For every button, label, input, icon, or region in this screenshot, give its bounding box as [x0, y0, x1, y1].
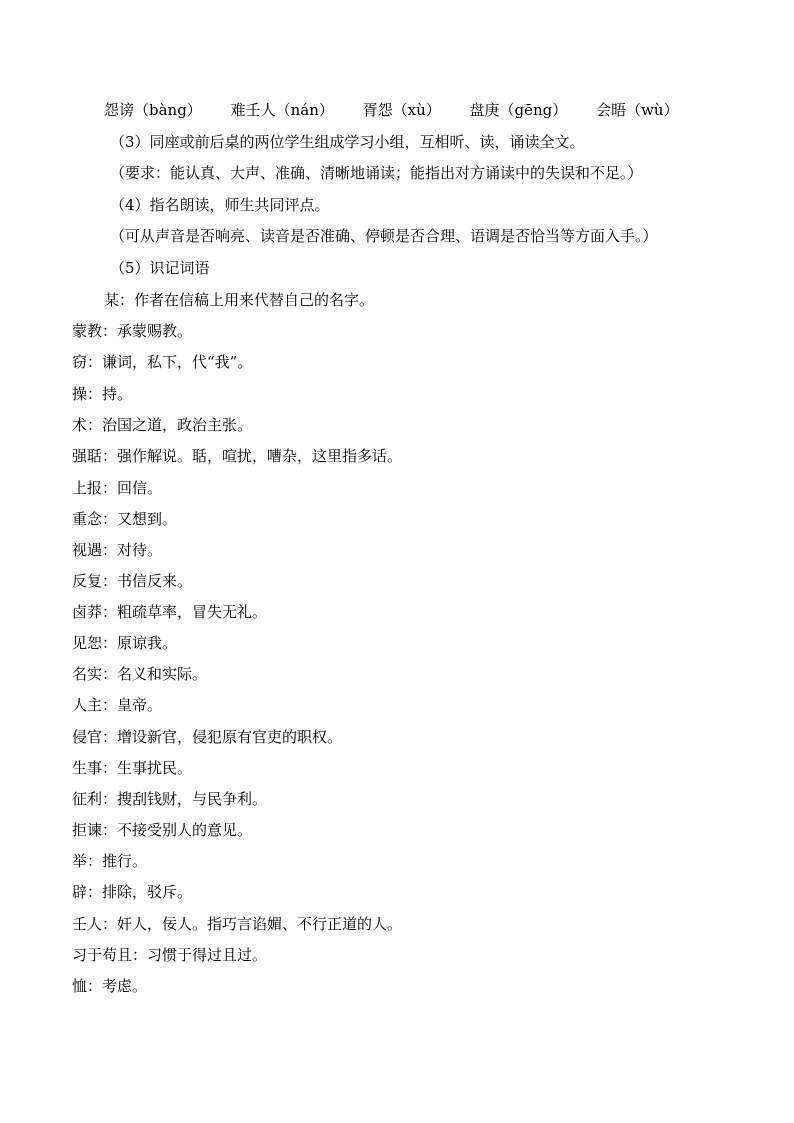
- step-4-note: （可从声音是否响亮、读音是否准确、停顿是否合理、语调是否恰当等方面入手。）: [110, 227, 658, 245]
- vocab-entry: 某：作者在信稿上用来代替自己的名字。: [104, 291, 375, 309]
- vocab-entry: 窃：谦词，私下，代“我”。: [72, 353, 253, 371]
- vocab-entry: 操：持。: [72, 385, 133, 403]
- step-3: （3）同座或前后桌的两位学生组成学习小组，互相听、读，诵读全文。: [110, 133, 585, 151]
- vocab-entry: 术：治国之道，政治主张。: [72, 416, 253, 434]
- vocab-entry: 拒谏：不接受别人的意见。: [72, 821, 253, 839]
- vocab-entry: 壬人：奸人，佞人。指巧言谄媚、不行正道的人。: [72, 915, 403, 933]
- step-5: （5）识记词语: [110, 259, 210, 277]
- vocab-entry: 视遇：对待。: [72, 541, 163, 559]
- vocab-entry: 生事：生事扰民。: [72, 759, 193, 777]
- vocab-entry: 名实：名义和实际。: [72, 665, 208, 683]
- pronunciation-term: 会晤（wù）: [596, 101, 679, 119]
- vocab-entry: 蒙教：承蒙赐教。: [72, 322, 193, 340]
- vocab-entry: 恤：考虑。: [72, 977, 148, 995]
- pronunciation-term: 怨谤（bàng）: [104, 101, 202, 119]
- pronunciation-line: [104, 100, 679, 120]
- vocab-entry: 人主：皇帝。: [72, 696, 163, 714]
- pronunciation-term: 胥怨（xù）: [362, 101, 441, 119]
- vocab-entry: 反复：书信反来。: [72, 572, 193, 590]
- vocab-entry: 辟：排除，驳斥。: [72, 883, 193, 901]
- vocab-entry: 征利：搜刮钱财，与民争利。: [72, 790, 268, 808]
- vocab-entry: 卤莽：粗疏草率，冒失无礼。: [72, 603, 268, 621]
- vocab-entry: 重念：又想到。: [72, 510, 178, 528]
- vocab-entry: 见恕：原谅我。: [72, 634, 178, 652]
- vocab-entry: 上报：回信。: [72, 479, 163, 497]
- pronunciation-term: 难壬人（nán）: [230, 101, 334, 119]
- vocab-entry: 强聒：强作解说。聒，喧扰，嘈杂，这里指多话。: [72, 447, 403, 465]
- step-3-note: （要求：能认真、大声、准确、清晰地诵读；能指出对方诵读中的失误和不足。）: [110, 164, 643, 182]
- step-4: （4）指名朗读，师生共同评点。: [110, 196, 330, 214]
- vocab-entry: 习于苟且：习惯于得过且过。: [72, 946, 268, 964]
- pronunciation-term: 盘庚（gēng）: [469, 101, 568, 119]
- vocab-entry: 举：推行。: [72, 852, 148, 870]
- vocab-entry: 侵官：增设新官，侵犯原有官吏的职权。: [72, 728, 343, 746]
